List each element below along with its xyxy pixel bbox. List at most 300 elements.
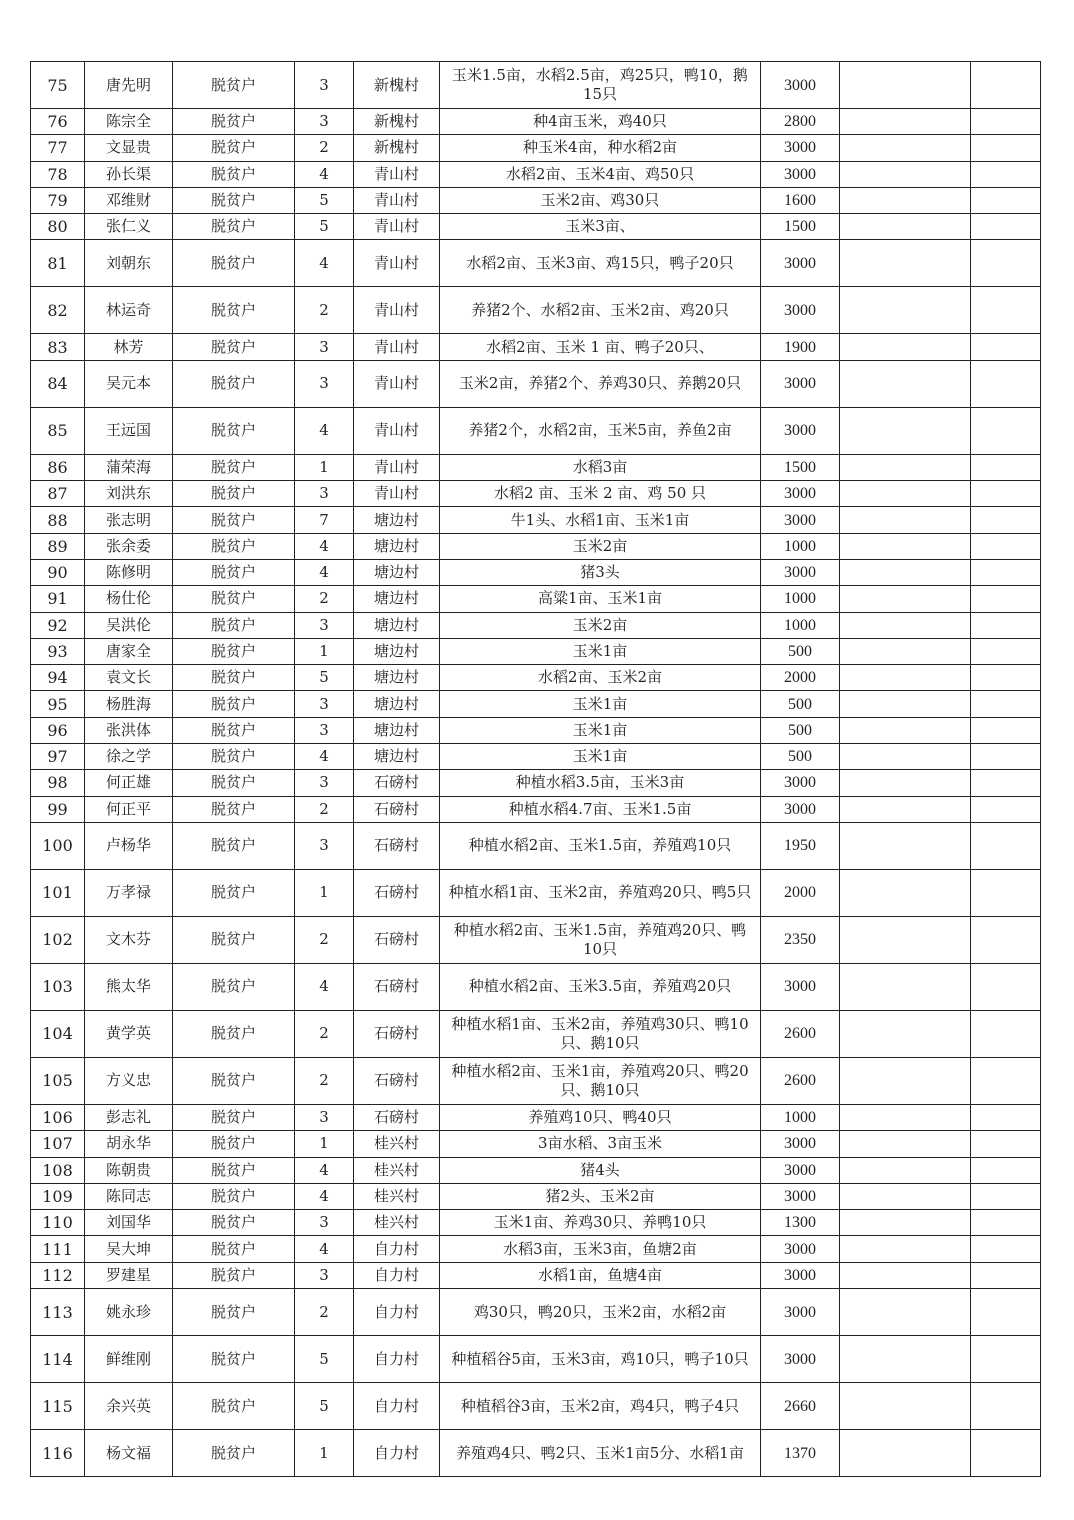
- income-amount: 3000: [761, 161, 840, 187]
- empty-cell-b: [971, 770, 1041, 796]
- empty-cell-a: [840, 717, 971, 743]
- row-number: 104: [31, 1010, 85, 1057]
- row-number: 78: [31, 161, 85, 187]
- household-name: 何正平: [85, 796, 173, 822]
- row-number: 86: [31, 454, 85, 480]
- household-size: 2: [295, 1057, 354, 1104]
- empty-cell-a: [840, 1131, 971, 1157]
- table-row: [31, 334, 1041, 360]
- household-type: 脱贫户: [173, 109, 295, 135]
- income-amount: 500: [761, 717, 840, 743]
- village-name: 新槐村: [354, 62, 440, 109]
- empty-cell-b: [971, 1236, 1041, 1262]
- empty-cell-b: [971, 559, 1041, 585]
- empty-cell-a: [840, 770, 971, 796]
- income-amount: 500: [761, 638, 840, 664]
- income-amount: 2350: [761, 916, 840, 963]
- household-name: 吴大坤: [85, 1236, 173, 1262]
- empty-cell-a: [840, 1383, 971, 1430]
- household-size: 3: [295, 770, 354, 796]
- income-amount: 3000: [761, 796, 840, 822]
- village-name: 自力村: [354, 1336, 440, 1383]
- household-name: 黄学英: [85, 1010, 173, 1057]
- household-type: 脱贫户: [173, 691, 295, 717]
- empty-cell-a: [840, 135, 971, 161]
- household-name: 鲜维刚: [85, 1336, 173, 1383]
- household-name: 蒲荣海: [85, 454, 173, 480]
- village-name: 青山村: [354, 360, 440, 407]
- income-amount: 3000: [761, 507, 840, 533]
- table-row: [31, 717, 1041, 743]
- household-type: 脱贫户: [173, 454, 295, 480]
- empty-cell-a: [840, 1430, 971, 1477]
- income-amount: 3000: [761, 481, 840, 507]
- household-size: 1: [295, 1131, 354, 1157]
- row-number: 100: [31, 822, 85, 869]
- household-size: 4: [295, 963, 354, 1010]
- table-row: [31, 1057, 1041, 1104]
- household-type: 脱贫户: [173, 533, 295, 559]
- income-amount: 3000: [761, 1289, 840, 1336]
- empty-cell-b: [971, 916, 1041, 963]
- income-amount: 1950: [761, 822, 840, 869]
- village-name: 石磅村: [354, 1104, 440, 1130]
- empty-cell-b: [971, 1289, 1041, 1336]
- income-amount: 1370: [761, 1430, 840, 1477]
- household-name: 陈朝贵: [85, 1157, 173, 1183]
- household-size: 3: [295, 612, 354, 638]
- empty-cell-b: [971, 360, 1041, 407]
- village-name: 塘边村: [354, 612, 440, 638]
- household-name: 文木芬: [85, 916, 173, 963]
- row-number: 84: [31, 360, 85, 407]
- empty-cell-a: [840, 586, 971, 612]
- income-amount: 3000: [761, 62, 840, 109]
- household-size: 1: [295, 454, 354, 480]
- production-description: 玉米1亩: [440, 638, 761, 664]
- household-name: 林运奇: [85, 287, 173, 334]
- village-name: 桂兴村: [354, 1157, 440, 1183]
- empty-cell-b: [971, 1262, 1041, 1288]
- production-description: 种植水稻2亩、玉米1.5亩，养殖鸡10只: [440, 822, 761, 869]
- table-row: [31, 916, 1041, 963]
- table-row: [31, 287, 1041, 334]
- production-description: 水稻2亩、玉米2亩: [440, 665, 761, 691]
- empty-cell-a: [840, 1157, 971, 1183]
- household-name: 刘国华: [85, 1210, 173, 1236]
- empty-cell-a: [840, 1236, 971, 1262]
- row-number: 115: [31, 1383, 85, 1430]
- row-number: 99: [31, 796, 85, 822]
- income-amount: 3000: [761, 1336, 840, 1383]
- empty-cell-a: [840, 559, 971, 585]
- household-size: 3: [295, 334, 354, 360]
- household-name: 陈修明: [85, 559, 173, 585]
- income-amount: 2000: [761, 869, 840, 916]
- household-size: 4: [295, 744, 354, 770]
- household-name: 何正雄: [85, 770, 173, 796]
- table-row: [31, 1289, 1041, 1336]
- village-name: 塘边村: [354, 559, 440, 585]
- row-number: 79: [31, 187, 85, 213]
- household-size: 5: [295, 665, 354, 691]
- village-name: 塘边村: [354, 744, 440, 770]
- household-type: 脱贫户: [173, 1010, 295, 1057]
- empty-cell-a: [840, 1210, 971, 1236]
- household-size: 2: [295, 916, 354, 963]
- empty-cell-a: [840, 214, 971, 240]
- table-row: [31, 1262, 1041, 1288]
- household-type: 脱贫户: [173, 770, 295, 796]
- household-type: 脱贫户: [173, 822, 295, 869]
- village-name: 塘边村: [354, 507, 440, 533]
- table-row: [31, 407, 1041, 454]
- household-type: 脱贫户: [173, 287, 295, 334]
- empty-cell-a: [840, 62, 971, 109]
- village-name: 青山村: [354, 161, 440, 187]
- household-name: 张仁义: [85, 214, 173, 240]
- empty-cell-a: [840, 1289, 971, 1336]
- household-name: 林芳: [85, 334, 173, 360]
- household-size: 5: [295, 214, 354, 240]
- table-row: [31, 1183, 1041, 1209]
- household-name: 陈同志: [85, 1183, 173, 1209]
- row-number: 103: [31, 963, 85, 1010]
- table-row: [31, 638, 1041, 664]
- empty-cell-b: [971, 1104, 1041, 1130]
- production-description: 高粱1亩、玉米1亩: [440, 586, 761, 612]
- row-number: 93: [31, 638, 85, 664]
- empty-cell-a: [840, 869, 971, 916]
- table-row: [31, 1104, 1041, 1130]
- household-type: 脱贫户: [173, 717, 295, 743]
- household-type: 脱贫户: [173, 744, 295, 770]
- production-description: 水稻3亩，玉米3亩，鱼塘2亩: [440, 1236, 761, 1262]
- household-name: 张洪体: [85, 717, 173, 743]
- household-name: 方义忠: [85, 1057, 173, 1104]
- production-description: 养殖鸡10只、鸭40只: [440, 1104, 761, 1130]
- household-type: 脱贫户: [173, 407, 295, 454]
- village-name: 石磅村: [354, 796, 440, 822]
- row-number: 111: [31, 1236, 85, 1262]
- production-description: 种植水稻3.5亩，玉米3亩: [440, 770, 761, 796]
- income-amount: 3000: [761, 1262, 840, 1288]
- row-number: 92: [31, 612, 85, 638]
- household-name: 陈宗全: [85, 109, 173, 135]
- empty-cell-a: [840, 1010, 971, 1057]
- household-size: 3: [295, 717, 354, 743]
- village-name: 石磅村: [354, 963, 440, 1010]
- household-type: 脱贫户: [173, 1430, 295, 1477]
- empty-cell-a: [840, 454, 971, 480]
- income-amount: 1000: [761, 533, 840, 559]
- row-number: 102: [31, 916, 85, 963]
- empty-cell-b: [971, 1010, 1041, 1057]
- empty-cell-a: [840, 407, 971, 454]
- income-amount: 3000: [761, 1183, 840, 1209]
- empty-cell-b: [971, 1057, 1041, 1104]
- empty-cell-a: [840, 533, 971, 559]
- income-amount: 3000: [761, 287, 840, 334]
- household-type: 脱贫户: [173, 187, 295, 213]
- household-name: 唐家全: [85, 638, 173, 664]
- empty-cell-b: [971, 586, 1041, 612]
- income-amount: 2600: [761, 1010, 840, 1057]
- village-name: 塘边村: [354, 638, 440, 664]
- income-amount: 1000: [761, 1104, 840, 1130]
- household-size: 4: [295, 1236, 354, 1262]
- empty-cell-b: [971, 744, 1041, 770]
- empty-cell-b: [971, 691, 1041, 717]
- row-number: 87: [31, 481, 85, 507]
- household-name: 余兴英: [85, 1383, 173, 1430]
- empty-cell-b: [971, 287, 1041, 334]
- household-size: 4: [295, 1157, 354, 1183]
- production-description: 玉米1.5亩，水稻2.5亩，鸡25只，鸭10，鹅15只: [440, 62, 761, 109]
- village-name: 青山村: [354, 334, 440, 360]
- household-name: 邓维财: [85, 187, 173, 213]
- empty-cell-b: [971, 1210, 1041, 1236]
- village-name: 塘边村: [354, 717, 440, 743]
- empty-cell-b: [971, 109, 1041, 135]
- household-type: 脱贫户: [173, 1104, 295, 1130]
- household-type: 脱贫户: [173, 963, 295, 1010]
- table-row: [31, 559, 1041, 585]
- row-number: 101: [31, 869, 85, 916]
- empty-cell-a: [840, 287, 971, 334]
- household-type: 脱贫户: [173, 135, 295, 161]
- household-name: 卢杨华: [85, 822, 173, 869]
- household-size: 2: [295, 586, 354, 612]
- village-name: 石磅村: [354, 1010, 440, 1057]
- empty-cell-a: [840, 1104, 971, 1130]
- empty-cell-b: [971, 963, 1041, 1010]
- empty-cell-a: [840, 1057, 971, 1104]
- income-amount: 2800: [761, 109, 840, 135]
- household-size: 3: [295, 822, 354, 869]
- table-row: [31, 963, 1041, 1010]
- household-type: 脱贫户: [173, 161, 295, 187]
- income-amount: 1000: [761, 586, 840, 612]
- production-description: 养猪2个，水稻2亩，玉米5亩，养鱼2亩: [440, 407, 761, 454]
- production-description: 种4亩玉米，鸡40只: [440, 109, 761, 135]
- table-row: [31, 1430, 1041, 1477]
- household-type: 脱贫户: [173, 612, 295, 638]
- row-number: 98: [31, 770, 85, 796]
- production-description: 牛1头、水稻1亩、玉米1亩: [440, 507, 761, 533]
- row-number: 90: [31, 559, 85, 585]
- household-size: 2: [295, 1010, 354, 1057]
- household-size: 3: [295, 481, 354, 507]
- household-type: 脱贫户: [173, 1157, 295, 1183]
- row-number: 88: [31, 507, 85, 533]
- empty-cell-b: [971, 796, 1041, 822]
- table-row: [31, 187, 1041, 213]
- table-row: [31, 507, 1041, 533]
- village-name: 青山村: [354, 287, 440, 334]
- table-row: [31, 586, 1041, 612]
- row-number: 116: [31, 1430, 85, 1477]
- empty-cell-b: [971, 665, 1041, 691]
- empty-cell-a: [840, 161, 971, 187]
- household-size: 2: [295, 287, 354, 334]
- empty-cell-a: [840, 822, 971, 869]
- table-row: [31, 454, 1041, 480]
- empty-cell-b: [971, 240, 1041, 287]
- production-description: 水稻1亩，鱼塘4亩: [440, 1262, 761, 1288]
- empty-cell-b: [971, 161, 1041, 187]
- table-row: [31, 822, 1041, 869]
- household-size: 7: [295, 507, 354, 533]
- household-size: 3: [295, 691, 354, 717]
- household-type: 脱贫户: [173, 481, 295, 507]
- income-amount: 3000: [761, 1157, 840, 1183]
- household-name: 袁文长: [85, 665, 173, 691]
- production-description: 种植水稻1亩、玉米2亩，养殖鸡30只、鸭10只、鹅10只: [440, 1010, 761, 1057]
- household-type: 脱贫户: [173, 1262, 295, 1288]
- household-size: 2: [295, 796, 354, 822]
- table-row: [31, 770, 1041, 796]
- table-row: [31, 796, 1041, 822]
- household-size: 4: [295, 1183, 354, 1209]
- empty-cell-b: [971, 1157, 1041, 1183]
- row-number: 113: [31, 1289, 85, 1336]
- row-number: 114: [31, 1336, 85, 1383]
- table-row: [31, 1336, 1041, 1383]
- production-description: 养猪2个、水稻2亩、玉米2亩、鸡20只: [440, 287, 761, 334]
- empty-cell-b: [971, 533, 1041, 559]
- row-number: 107: [31, 1131, 85, 1157]
- row-number: 76: [31, 109, 85, 135]
- empty-cell-a: [840, 638, 971, 664]
- empty-cell-a: [840, 1183, 971, 1209]
- household-type: 脱贫户: [173, 214, 295, 240]
- empty-cell-a: [840, 109, 971, 135]
- table-row: [31, 1383, 1041, 1430]
- empty-cell-b: [971, 334, 1041, 360]
- household-name: 唐先明: [85, 62, 173, 109]
- production-description: 玉米2亩、鸡30只: [440, 187, 761, 213]
- production-description: 种植水稻4.7亩、玉米1.5亩: [440, 796, 761, 822]
- production-description: 水稻2 亩、玉米 2 亩、鸡 50 只: [440, 481, 761, 507]
- empty-cell-b: [971, 135, 1041, 161]
- household-name: 胡永华: [85, 1131, 173, 1157]
- village-name: 石磅村: [354, 1057, 440, 1104]
- household-type: 脱贫户: [173, 665, 295, 691]
- empty-cell-a: [840, 612, 971, 638]
- production-description: 种植水稻1亩、玉米2亩，养殖鸡20只、鸭5只: [440, 869, 761, 916]
- household-size: 2: [295, 1289, 354, 1336]
- table-row: [31, 214, 1041, 240]
- production-description: 3亩水稻、3亩玉米: [440, 1131, 761, 1157]
- row-number: 94: [31, 665, 85, 691]
- table-row: [31, 1236, 1041, 1262]
- household-type: 脱贫户: [173, 559, 295, 585]
- row-number: 110: [31, 1210, 85, 1236]
- empty-cell-b: [971, 507, 1041, 533]
- household-name: 姚永珍: [85, 1289, 173, 1336]
- village-name: 石磅村: [354, 770, 440, 796]
- production-description: 水稻2亩、玉米 1 亩、鸭子20只、: [440, 334, 761, 360]
- row-number: 82: [31, 287, 85, 334]
- empty-cell-a: [840, 240, 971, 287]
- production-description: 玉米1亩: [440, 717, 761, 743]
- household-name: 文显贵: [85, 135, 173, 161]
- household-table: [30, 61, 1041, 1477]
- income-amount: 3000: [761, 240, 840, 287]
- empty-cell-b: [971, 612, 1041, 638]
- village-name: 塘边村: [354, 691, 440, 717]
- table-row: [31, 691, 1041, 717]
- household-name: 刘洪东: [85, 481, 173, 507]
- income-amount: 2600: [761, 1057, 840, 1104]
- household-size: 2: [295, 135, 354, 161]
- income-amount: 3000: [761, 135, 840, 161]
- empty-cell-b: [971, 1183, 1041, 1209]
- income-amount: 1500: [761, 454, 840, 480]
- household-name: 王远国: [85, 407, 173, 454]
- income-amount: 1500: [761, 214, 840, 240]
- production-description: 水稻2亩、玉米3亩、鸡15只，鸭子20只: [440, 240, 761, 287]
- village-name: 新槐村: [354, 135, 440, 161]
- empty-cell-b: [971, 1336, 1041, 1383]
- household-size: 1: [295, 869, 354, 916]
- production-description: 玉米2亩: [440, 533, 761, 559]
- table-row: [31, 665, 1041, 691]
- production-description: 种植稻谷5亩，玉米3亩，鸡10只，鸭子10只: [440, 1336, 761, 1383]
- household-type: 脱贫户: [173, 796, 295, 822]
- production-description: 玉米1亩、养鸡30只、养鸭10只: [440, 1210, 761, 1236]
- household-size: 3: [295, 1210, 354, 1236]
- empty-cell-a: [840, 187, 971, 213]
- village-name: 青山村: [354, 214, 440, 240]
- household-name: 彭志礼: [85, 1104, 173, 1130]
- village-name: 桂兴村: [354, 1210, 440, 1236]
- income-amount: 3000: [761, 559, 840, 585]
- village-name: 桂兴村: [354, 1131, 440, 1157]
- empty-cell-a: [840, 963, 971, 1010]
- household-type: 脱贫户: [173, 240, 295, 287]
- empty-cell-a: [840, 1336, 971, 1383]
- household-size: 3: [295, 62, 354, 109]
- row-number: 96: [31, 717, 85, 743]
- empty-cell-a: [840, 744, 971, 770]
- row-number: 81: [31, 240, 85, 287]
- empty-cell-b: [971, 481, 1041, 507]
- village-name: 新槐村: [354, 109, 440, 135]
- village-name: 自力村: [354, 1262, 440, 1288]
- household-type: 脱贫户: [173, 1383, 295, 1430]
- household-type: 脱贫户: [173, 1336, 295, 1383]
- table-row: [31, 481, 1041, 507]
- empty-cell-a: [840, 1262, 971, 1288]
- income-amount: 1600: [761, 187, 840, 213]
- production-description: 种植水稻2亩、玉米1.5亩，养殖鸡20只、鸭10只: [440, 916, 761, 963]
- production-description: 玉米2亩，养猪2个、养鸡30只、养鹅20只: [440, 360, 761, 407]
- row-number: 85: [31, 407, 85, 454]
- empty-cell-b: [971, 1131, 1041, 1157]
- village-name: 青山村: [354, 407, 440, 454]
- household-type: 脱贫户: [173, 1057, 295, 1104]
- village-name: 桂兴村: [354, 1183, 440, 1209]
- income-amount: 2660: [761, 1383, 840, 1430]
- empty-cell-a: [840, 796, 971, 822]
- household-size: 3: [295, 1104, 354, 1130]
- row-number: 83: [31, 334, 85, 360]
- row-number: 91: [31, 586, 85, 612]
- table-row: [31, 612, 1041, 638]
- household-name: 刘朝东: [85, 240, 173, 287]
